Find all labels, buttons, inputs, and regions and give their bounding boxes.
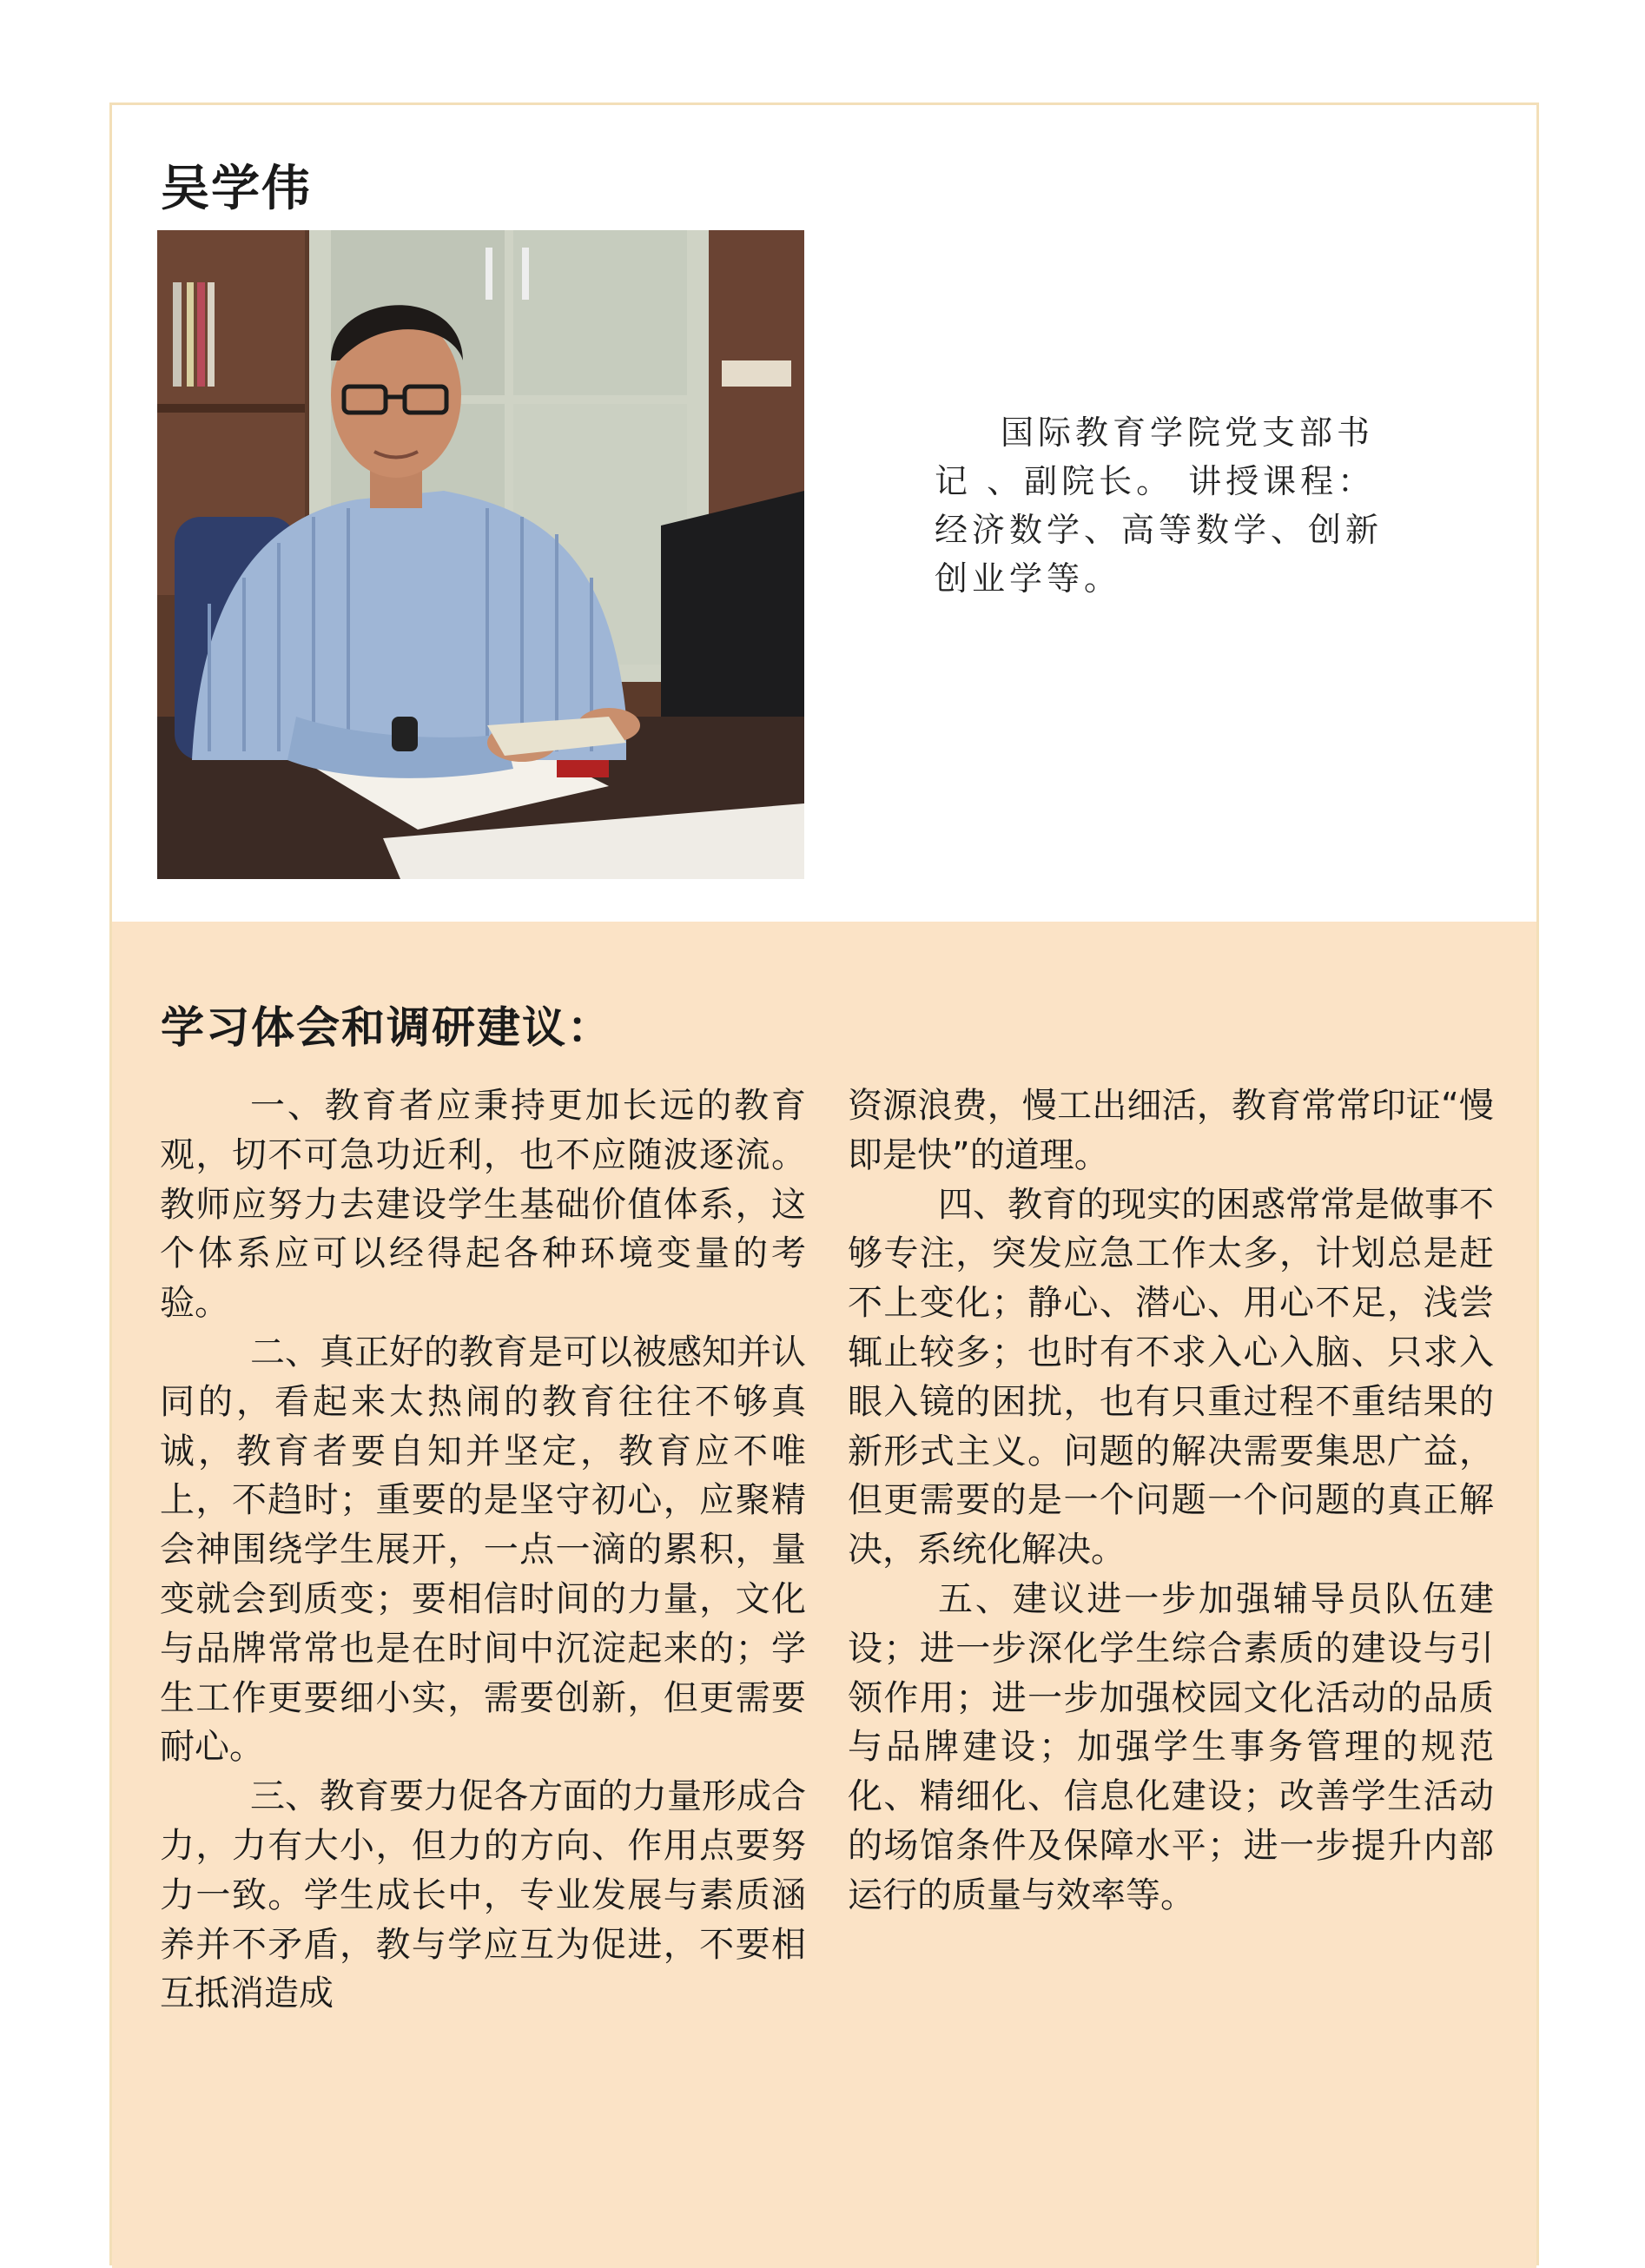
text-column-left	[160, 1081, 806, 2019]
reflection-section	[112, 922, 1536, 2268]
section-title: 学习体会和调研建议：	[161, 1002, 612, 1053]
paragraph-4: 四、教育的现实的困惑常常是做事不够专注，突发应急工作太多，计划总是赶不上变化；静心、潜心、用心不足，浅尝辄止较多；也时有不求入心入脑、只求入眼入镜的困扰，也有只重过程不重结果的新形式主义。问题的解决需要集思广益，但更需要的是一个问题一个问题的真正解决，系统化解决。	[848, 1184, 1494, 1570]
paragraph-1: 一、教育者应秉持更加长远的教育观，切不可急功近利，也不应随波逐流。教师应努力去建设学生基础价值体系，这个体系应可以经得起各种环境变量的考验。	[160, 1086, 806, 1324]
text-column-right	[848, 1081, 1494, 1921]
profile-header	[112, 105, 1536, 922]
person-bio: 国际教育学院党支部书记 、副院长。 讲授课程：经济数学、高等数学、创新创业学等。	[935, 413, 1384, 598]
paragraph-3-continued: 资源浪费，慢工出细活，教育常常印证“慢即是快”的道理。	[848, 1086, 1494, 1175]
paragraph-2: 二、真正好的教育是可以被感知并认同的，看起来太热闹的教育往往不够真诚，教育者要自知并坚定，教育应不唯上，不趋时；重要的是坚守初心，应聚精会神围绕学生展开，一点一滴的累积，量变就会到质变；要相信时间的力量，文化与品牌常常也是在时间中沉淀起来的；学生工作更要细小实，需要创新，但更需要耐心。	[160, 1332, 806, 1768]
profile-card	[109, 102, 1539, 2265]
portrait-photo	[157, 230, 804, 879]
paragraph-3: 三、教育要力促各方面的力量形成合力，力有大小，但力的方向、作用点要努力一致。学生成长中，专业发展与素质涵养并不矛盾，教与学应互为促进，不要相互抵消造成	[160, 1776, 806, 2014]
paragraph-5: 五、建议进一步加强辅导员队伍建设；进一步深化学生综合素质的建设与引领作用；进一步加强校园文化活动的品质与品牌建设；加强学生事务管理的规范化、精细化、信息化建设；改善学生活动的场馆条件及保障水平；进一步提升内部运行的质量与效率等。	[848, 1578, 1494, 1915]
person-name: 吴学伟	[161, 161, 312, 217]
